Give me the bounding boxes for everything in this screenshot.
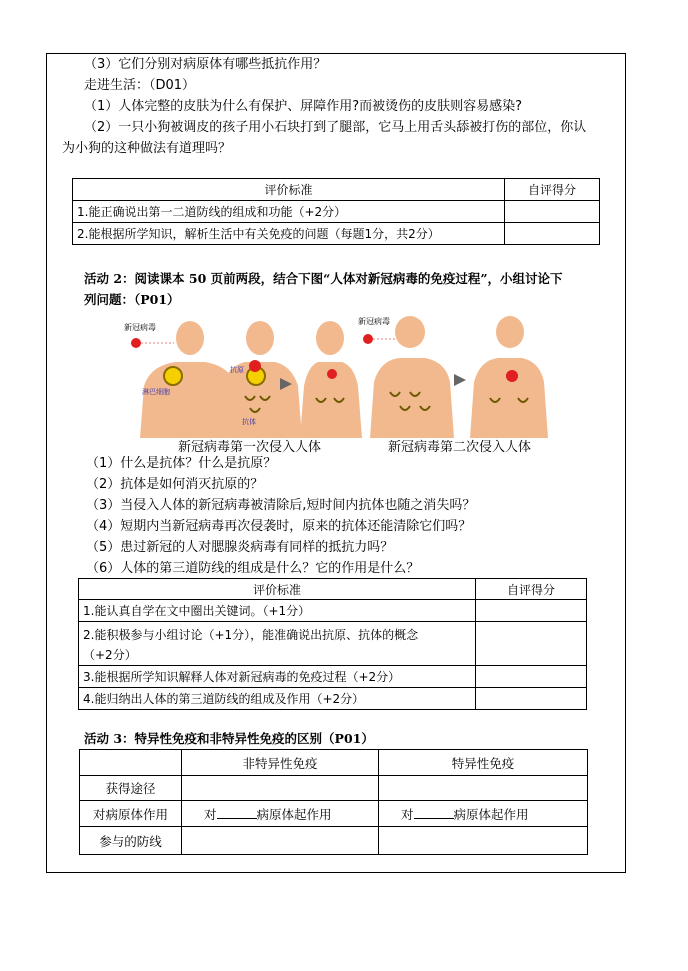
criteria-row: 4.能归纳出人体的第三道防线的组成及作用（+2分） xyxy=(79,688,476,710)
header-score: 自评得分 xyxy=(505,179,600,201)
body-panel-3 xyxy=(300,321,362,438)
life-heading: 走进生活：（D01） xyxy=(84,78,196,93)
score-cell[interactable] xyxy=(505,201,600,223)
evaluation-table-1 xyxy=(72,178,600,245)
activity-2-question-5: （5）患过新冠的人对腮腺炎病毒有同样的抵抗力吗？ xyxy=(86,540,394,555)
body-panel-4 xyxy=(363,316,454,438)
score-cell[interactable] xyxy=(476,622,587,666)
criteria-row-line2: （+2分） xyxy=(83,648,137,662)
effect-suffix: 病原体起作用 xyxy=(453,806,529,822)
header-nonspecific: 非特异性免疫 xyxy=(182,750,379,776)
header-criteria: 评价标准 xyxy=(79,579,476,600)
evaluation-table-2 xyxy=(78,578,587,710)
activity-2-heading-line2: 列问题：（P01） xyxy=(84,292,180,307)
score-cell[interactable] xyxy=(476,688,587,710)
score-cell[interactable] xyxy=(476,600,587,622)
activity-3-heading: 活动 3：特异性免疫和非特异性免疫的区别（P01） xyxy=(84,731,374,746)
activity-2-question-4: （4）短期内当新冠病毒再次侵袭时，原来的抗体还能清除它们吗？ xyxy=(86,519,472,534)
body-panel-2 xyxy=(218,321,302,438)
answer-cell[interactable] xyxy=(182,827,379,855)
header-score: 自评得分 xyxy=(476,579,587,600)
row-label-route: 获得途径 xyxy=(80,776,182,801)
antigen-icon xyxy=(506,370,518,382)
figure-label-antibody: 抗体 xyxy=(242,418,256,426)
antigen-icon xyxy=(327,369,337,379)
immune-process-figure xyxy=(120,316,550,438)
row-label-defense: 参与的防线 xyxy=(80,827,182,855)
effect-suffix: 病原体起作用 xyxy=(256,806,332,822)
answer-cell[interactable] xyxy=(379,827,588,855)
figure-label-antigen: 抗原 xyxy=(230,366,244,374)
activity-2-question-6: （6）人体的第三道防线的组成是什么？它的作用是什么？ xyxy=(86,561,420,576)
effect-prefix: 对 xyxy=(401,806,414,822)
criteria-row: 2.能根据所学知识，解析生活中有关免疫的问题（每题1分，共2分） xyxy=(73,223,505,245)
header-specific: 特异性免疫 xyxy=(379,750,588,776)
corner-cell xyxy=(80,750,182,776)
life-question-2-line2: 为小狗的这种做法有道理吗？ xyxy=(62,141,232,156)
activity-2-question-1: （1）什么是抗体？什么是抗原？ xyxy=(86,456,277,471)
arrow-icon xyxy=(454,374,466,386)
criteria-row: 3.能根据所学知识解释人体对新冠病毒的免疫过程（+2分） xyxy=(79,666,476,688)
effect-prefix: 对 xyxy=(204,806,217,822)
answer-cell[interactable] xyxy=(379,776,588,801)
figure-label-virus-right: 新冠病毒 xyxy=(358,317,390,326)
body-panel-5 xyxy=(470,316,548,438)
activity-2-heading-line1: 活动 2：阅读课本 50 页前两段，结合下图“人体对新冠病毒的免疫过程”，小组讨论下 xyxy=(84,271,563,286)
answer-cell[interactable] xyxy=(182,776,379,801)
caption-first-invasion: 新冠病毒第一次侵入人体 xyxy=(178,440,322,455)
criteria-row-line1: 2.能积极参与小组讨论（+1分），能准确说出抗原、抗体的概念 xyxy=(83,628,419,642)
criteria-row: 1.能认真自学在文中圈出关键词。（+1分） xyxy=(79,600,476,622)
life-question-1: （1）人体完整的皮肤为什么有保护、屏障作用?而被烫伤的皮肤则容易感染? xyxy=(84,99,523,114)
figure-label-lymphocyte: 淋巴细胞 xyxy=(142,388,170,396)
lymphocyte-icon xyxy=(164,367,182,385)
answer-cell[interactable] xyxy=(182,801,379,827)
life-question-2-line1: （2）一只小狗被调皮的孩子用小石块打到了腿部，它马上用舌头舔被打伤的部位，你认 xyxy=(84,120,587,135)
virus-icon xyxy=(363,334,373,344)
fill-blank[interactable] xyxy=(414,806,454,819)
antigen-icon xyxy=(249,360,261,372)
score-cell[interactable] xyxy=(476,666,587,688)
score-cell[interactable] xyxy=(505,223,600,245)
criteria-row xyxy=(79,622,476,666)
comparison-table xyxy=(79,749,588,855)
virus-icon xyxy=(131,338,141,348)
activity-2-question-2: （2）抗体是如何消灭抗原的？ xyxy=(86,477,264,492)
criteria-row: 1.能正确说出第一二道防线的组成和功能（+2分） xyxy=(73,201,505,223)
figure-label-virus-left: 新冠病毒 xyxy=(124,323,156,332)
fill-blank[interactable] xyxy=(217,806,257,819)
header-criteria: 评价标准 xyxy=(73,179,505,201)
answer-cell[interactable] xyxy=(379,801,588,827)
question-3: （3）它们分别对病原体有哪些抵抗作用？ xyxy=(84,57,327,72)
caption-second-invasion: 新冠病毒第二次侵入人体 xyxy=(388,440,532,455)
activity-2-question-3: （3）当侵入人体的新冠病毒被清除后,短时间内抗体也随之消失吗？ xyxy=(86,498,476,513)
row-label-effect: 对病原体作用 xyxy=(80,801,182,827)
